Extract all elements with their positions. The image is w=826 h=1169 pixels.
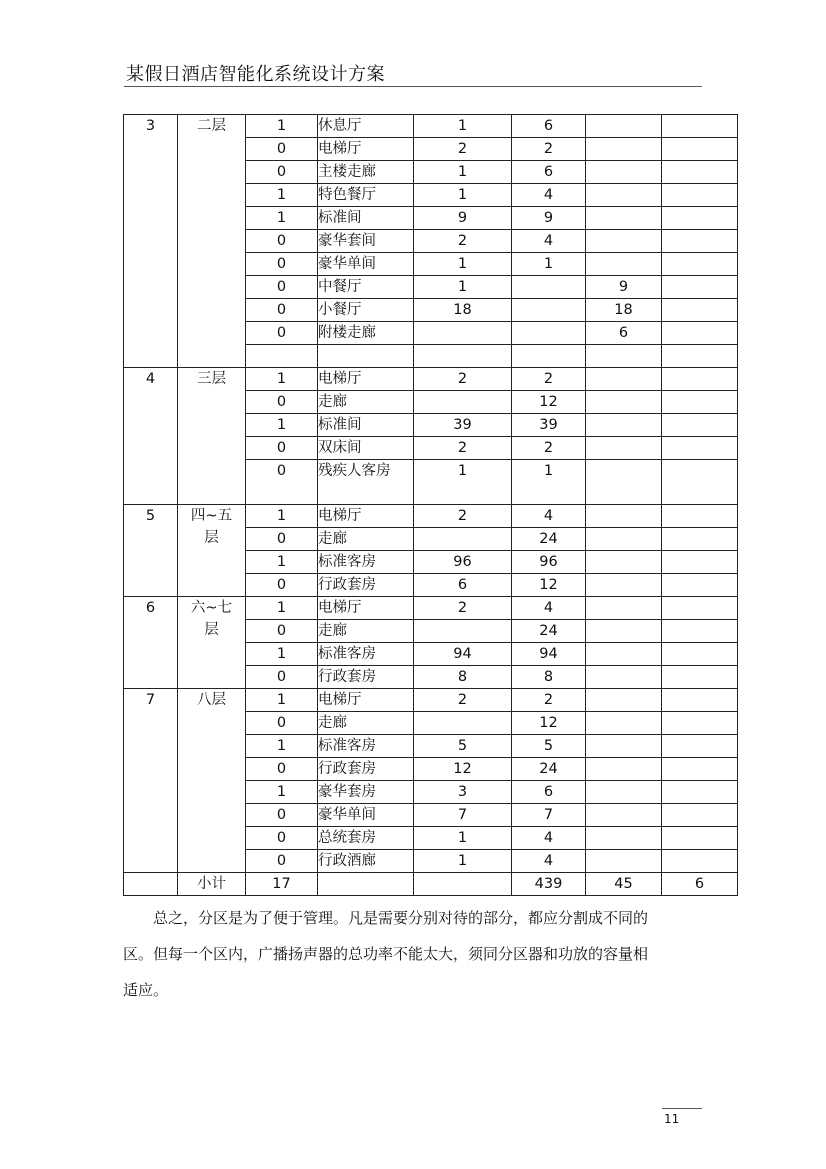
room-name-cell: 标准客房 xyxy=(318,735,414,758)
flag-cell: 0 xyxy=(246,758,318,781)
value-cell-a: 2 xyxy=(414,368,512,391)
value-cell-a: 1 xyxy=(414,184,512,207)
value-cell-b: 24 xyxy=(512,528,586,551)
flag-cell: 1 xyxy=(246,551,318,574)
flag-cell xyxy=(246,345,318,368)
value-cell-a: 8 xyxy=(414,666,512,689)
value-cell-c xyxy=(586,712,662,735)
floor-label-line: 四~五 xyxy=(190,508,233,524)
value-cell-c xyxy=(586,207,662,230)
value-cell-b: 12 xyxy=(512,712,586,735)
room-name-cell: 主楼走廊 xyxy=(318,161,414,184)
flag-cell: 0 xyxy=(246,253,318,276)
paragraph-line-2: 区。但每一个区内，广播扬声器的总功率不能太大，须同分区器和功放的容量相 xyxy=(123,945,649,963)
room-name-cell: 走廊 xyxy=(318,620,414,643)
room-name-cell: 行政套房 xyxy=(318,758,414,781)
value-cell-b: 4 xyxy=(512,505,586,528)
value-cell-d xyxy=(662,345,738,368)
floor-label-line: 三层 xyxy=(197,371,226,387)
room-name-cell: 标准客房 xyxy=(318,643,414,666)
flag-cell: 1 xyxy=(246,115,318,138)
group-number-cell: 5 xyxy=(124,505,178,597)
value-cell-d xyxy=(662,804,738,827)
value-cell-b: 24 xyxy=(512,758,586,781)
value-cell-d xyxy=(662,391,738,414)
floor-cell xyxy=(178,368,246,505)
value-cell-c: 6 xyxy=(586,322,662,345)
value-cell-d xyxy=(662,460,738,505)
value-cell-a: 6 xyxy=(414,574,512,597)
flag-cell: 1 xyxy=(246,643,318,666)
table-row xyxy=(124,368,738,391)
value-cell-c xyxy=(586,689,662,712)
room-name-cell: 走廊 xyxy=(318,528,414,551)
value-cell-b: 9 xyxy=(512,207,586,230)
room-name-cell: 中餐厅 xyxy=(318,276,414,299)
subtotal-value-cell-d: 6 xyxy=(662,873,738,896)
flag-cell: 0 xyxy=(246,827,318,850)
value-cell-d xyxy=(662,253,738,276)
floor-label-line: 八层 xyxy=(197,692,226,708)
value-cell-c xyxy=(586,391,662,414)
flag-cell: 0 xyxy=(246,712,318,735)
value-cell-b: 6 xyxy=(512,781,586,804)
flag-cell: 1 xyxy=(246,505,318,528)
value-cell-c xyxy=(586,758,662,781)
value-cell-b: 39 xyxy=(512,414,586,437)
value-cell-b: 2 xyxy=(512,368,586,391)
value-cell-d xyxy=(662,827,738,850)
flag-cell: 0 xyxy=(246,161,318,184)
room-name-cell: 标准间 xyxy=(318,414,414,437)
group-number-cell: 3 xyxy=(124,115,178,368)
room-name-cell: 总统套房 xyxy=(318,827,414,850)
value-cell-b: 4 xyxy=(512,850,586,873)
subtotal-value-cell-b: 439 xyxy=(512,873,586,896)
paragraph-line-1: 总之，分区是为了便于管理。凡是需要分别对待的部分，都应分割成不同的 xyxy=(153,909,649,927)
value-cell-a: 2 xyxy=(414,689,512,712)
value-cell-c: 18 xyxy=(586,299,662,322)
room-name-cell xyxy=(318,345,414,368)
room-name-cell: 行政套房 xyxy=(318,666,414,689)
value-cell-b: 4 xyxy=(512,230,586,253)
flag-cell: 0 xyxy=(246,850,318,873)
flag-cell: 0 xyxy=(246,437,318,460)
value-cell-c xyxy=(586,184,662,207)
subtotal-value-cell-c: 45 xyxy=(586,873,662,896)
value-cell-d xyxy=(662,505,738,528)
floor-cell xyxy=(178,115,246,368)
flag-cell: 1 xyxy=(246,597,318,620)
header-rule xyxy=(124,86,702,87)
value-cell-d xyxy=(662,689,738,712)
value-cell-b: 8 xyxy=(512,666,586,689)
flag-cell: 0 xyxy=(246,528,318,551)
flag-cell: 1 xyxy=(246,184,318,207)
table-row xyxy=(124,115,738,138)
value-cell-a xyxy=(414,391,512,414)
value-cell-d xyxy=(662,276,738,299)
value-cell-b: 12 xyxy=(512,391,586,414)
flag-cell: 0 xyxy=(246,620,318,643)
room-name-cell: 豪华套房 xyxy=(318,781,414,804)
value-cell-b: 2 xyxy=(512,437,586,460)
group-number-cell: 6 xyxy=(124,597,178,689)
value-cell-c xyxy=(586,505,662,528)
value-cell-d xyxy=(662,299,738,322)
value-cell-c xyxy=(586,574,662,597)
value-cell-b: 4 xyxy=(512,597,586,620)
table-row xyxy=(124,597,738,620)
value-cell-c xyxy=(586,115,662,138)
room-name-cell: 残疾人客房 xyxy=(318,460,414,505)
value-cell-a xyxy=(414,322,512,345)
room-name-cell: 豪华单间 xyxy=(318,253,414,276)
value-cell-c xyxy=(586,666,662,689)
room-name-cell: 豪华套间 xyxy=(318,230,414,253)
value-cell-a: 1 xyxy=(414,827,512,850)
value-cell-c xyxy=(586,850,662,873)
value-cell-a: 1 xyxy=(414,850,512,873)
flag-cell: 0 xyxy=(246,276,318,299)
value-cell-d xyxy=(662,437,738,460)
value-cell-d xyxy=(662,551,738,574)
subtotal-number-cell xyxy=(124,873,178,896)
room-name-cell: 休息厅 xyxy=(318,115,414,138)
flag-cell: 0 xyxy=(246,230,318,253)
value-cell-a: 1 xyxy=(414,115,512,138)
value-cell-d xyxy=(662,230,738,253)
value-cell-b: 24 xyxy=(512,620,586,643)
floor-label-line: 六~七 xyxy=(190,600,233,616)
value-cell-d xyxy=(662,414,738,437)
flag-cell: 1 xyxy=(246,207,318,230)
value-cell-b: 7 xyxy=(512,804,586,827)
value-cell-b: 5 xyxy=(512,735,586,758)
value-cell-d xyxy=(662,322,738,345)
value-cell-d xyxy=(662,368,738,391)
floor-label-line: 层 xyxy=(204,530,219,546)
value-cell-c xyxy=(586,528,662,551)
value-cell-c xyxy=(586,414,662,437)
room-name-cell: 电梯厅 xyxy=(318,505,414,528)
value-cell-d xyxy=(662,184,738,207)
flag-cell: 0 xyxy=(246,460,318,505)
value-cell-a: 39 xyxy=(414,414,512,437)
room-name-cell: 走廊 xyxy=(318,391,414,414)
flag-cell: 0 xyxy=(246,574,318,597)
value-cell-a: 96 xyxy=(414,551,512,574)
flag-cell: 1 xyxy=(246,781,318,804)
room-name-cell: 走廊 xyxy=(318,712,414,735)
value-cell-b xyxy=(512,299,586,322)
flag-cell: 1 xyxy=(246,689,318,712)
value-cell-d xyxy=(662,643,738,666)
value-cell-a: 2 xyxy=(414,505,512,528)
value-cell-d xyxy=(662,138,738,161)
value-cell-a: 5 xyxy=(414,735,512,758)
subtotal-flag-cell: 17 xyxy=(246,873,318,896)
value-cell-d xyxy=(662,712,738,735)
room-name-cell: 行政酒廊 xyxy=(318,850,414,873)
value-cell-c xyxy=(586,161,662,184)
value-cell-c xyxy=(586,620,662,643)
floor-label-line: 二层 xyxy=(197,118,226,134)
value-cell-a: 2 xyxy=(414,597,512,620)
subtotal-label-cell: 小计 xyxy=(178,873,246,896)
value-cell-a: 1 xyxy=(414,276,512,299)
floor-cell xyxy=(178,505,246,597)
document-header-title: 某假日酒店智能化系统设计方案 xyxy=(126,64,385,85)
floor-cell xyxy=(178,597,246,689)
value-cell-d xyxy=(662,574,738,597)
flag-cell: 0 xyxy=(246,391,318,414)
value-cell-c xyxy=(586,804,662,827)
value-cell-c xyxy=(586,230,662,253)
room-name-cell: 标准间 xyxy=(318,207,414,230)
value-cell-b: 4 xyxy=(512,827,586,850)
table-row xyxy=(124,689,738,712)
value-cell-b: 96 xyxy=(512,551,586,574)
speaker-distribution-table xyxy=(123,114,738,896)
room-name-cell: 电梯厅 xyxy=(318,597,414,620)
floor-label-line: 层 xyxy=(204,622,219,638)
value-cell-a: 7 xyxy=(414,804,512,827)
flag-cell: 1 xyxy=(246,414,318,437)
value-cell-d xyxy=(662,850,738,873)
room-name-cell: 电梯厅 xyxy=(318,689,414,712)
value-cell-a: 1 xyxy=(414,460,512,505)
value-cell-b: 6 xyxy=(512,161,586,184)
paragraph-line-3: 适应。 xyxy=(123,981,169,999)
value-cell-b: 2 xyxy=(512,689,586,712)
room-name-cell: 小餐厅 xyxy=(318,299,414,322)
footer-rule xyxy=(662,1108,702,1109)
flag-cell: 0 xyxy=(246,804,318,827)
value-cell-d xyxy=(662,528,738,551)
value-cell-a: 12 xyxy=(414,758,512,781)
room-name-cell: 附楼走廊 xyxy=(318,322,414,345)
value-cell-b: 94 xyxy=(512,643,586,666)
value-cell-a: 2 xyxy=(414,230,512,253)
value-cell-c xyxy=(586,253,662,276)
summary-paragraph xyxy=(123,900,708,1008)
value-cell-d xyxy=(662,597,738,620)
value-cell-d xyxy=(662,666,738,689)
value-cell-c xyxy=(586,437,662,460)
value-cell-a xyxy=(414,712,512,735)
value-cell-d xyxy=(662,161,738,184)
value-cell-d xyxy=(662,115,738,138)
value-cell-c xyxy=(586,368,662,391)
value-cell-b: 1 xyxy=(512,460,586,505)
value-cell-d xyxy=(662,781,738,804)
value-cell-a: 1 xyxy=(414,253,512,276)
value-cell-d xyxy=(662,620,738,643)
room-name-cell: 行政套房 xyxy=(318,574,414,597)
value-cell-c xyxy=(586,551,662,574)
value-cell-b: 2 xyxy=(512,138,586,161)
value-cell-a: 94 xyxy=(414,643,512,666)
value-cell-b: 1 xyxy=(512,253,586,276)
value-cell-a: 2 xyxy=(414,138,512,161)
value-cell-c xyxy=(586,345,662,368)
subtotal-room-cell xyxy=(318,873,414,896)
flag-cell: 0 xyxy=(246,322,318,345)
value-cell-d xyxy=(662,735,738,758)
subtotal-value-cell-a xyxy=(414,873,512,896)
table-row xyxy=(124,505,738,528)
value-cell-a xyxy=(414,620,512,643)
value-cell-c xyxy=(586,827,662,850)
room-name-cell: 双床间 xyxy=(318,437,414,460)
subtotal-row xyxy=(124,873,738,896)
value-cell-b xyxy=(512,276,586,299)
value-cell-a: 9 xyxy=(414,207,512,230)
room-name-cell: 标准客房 xyxy=(318,551,414,574)
value-cell-c xyxy=(586,460,662,505)
value-cell-b: 6 xyxy=(512,115,586,138)
value-cell-a xyxy=(414,528,512,551)
value-cell-b xyxy=(512,345,586,368)
value-cell-d xyxy=(662,758,738,781)
value-cell-b xyxy=(512,322,586,345)
flag-cell: 0 xyxy=(246,138,318,161)
value-cell-d xyxy=(662,207,738,230)
value-cell-c xyxy=(586,138,662,161)
room-name-cell: 电梯厅 xyxy=(318,368,414,391)
room-name-cell: 特色餐厅 xyxy=(318,184,414,207)
value-cell-c xyxy=(586,735,662,758)
value-cell-a: 1 xyxy=(414,161,512,184)
value-cell-a: 3 xyxy=(414,781,512,804)
value-cell-a: 2 xyxy=(414,437,512,460)
room-name-cell: 豪华单间 xyxy=(318,804,414,827)
value-cell-b: 4 xyxy=(512,184,586,207)
value-cell-c xyxy=(586,597,662,620)
value-cell-a: 18 xyxy=(414,299,512,322)
value-cell-c xyxy=(586,643,662,666)
page-number: 11 xyxy=(664,1112,680,1126)
flag-cell: 0 xyxy=(246,299,318,322)
value-cell-b: 12 xyxy=(512,574,586,597)
value-cell-c: 9 xyxy=(586,276,662,299)
flag-cell: 1 xyxy=(246,368,318,391)
room-name-cell: 电梯厅 xyxy=(318,138,414,161)
group-number-cell: 4 xyxy=(124,368,178,505)
value-cell-c xyxy=(586,781,662,804)
flag-cell: 1 xyxy=(246,735,318,758)
flag-cell: 0 xyxy=(246,666,318,689)
floor-cell xyxy=(178,689,246,873)
value-cell-a xyxy=(414,345,512,368)
group-number-cell: 7 xyxy=(124,689,178,873)
